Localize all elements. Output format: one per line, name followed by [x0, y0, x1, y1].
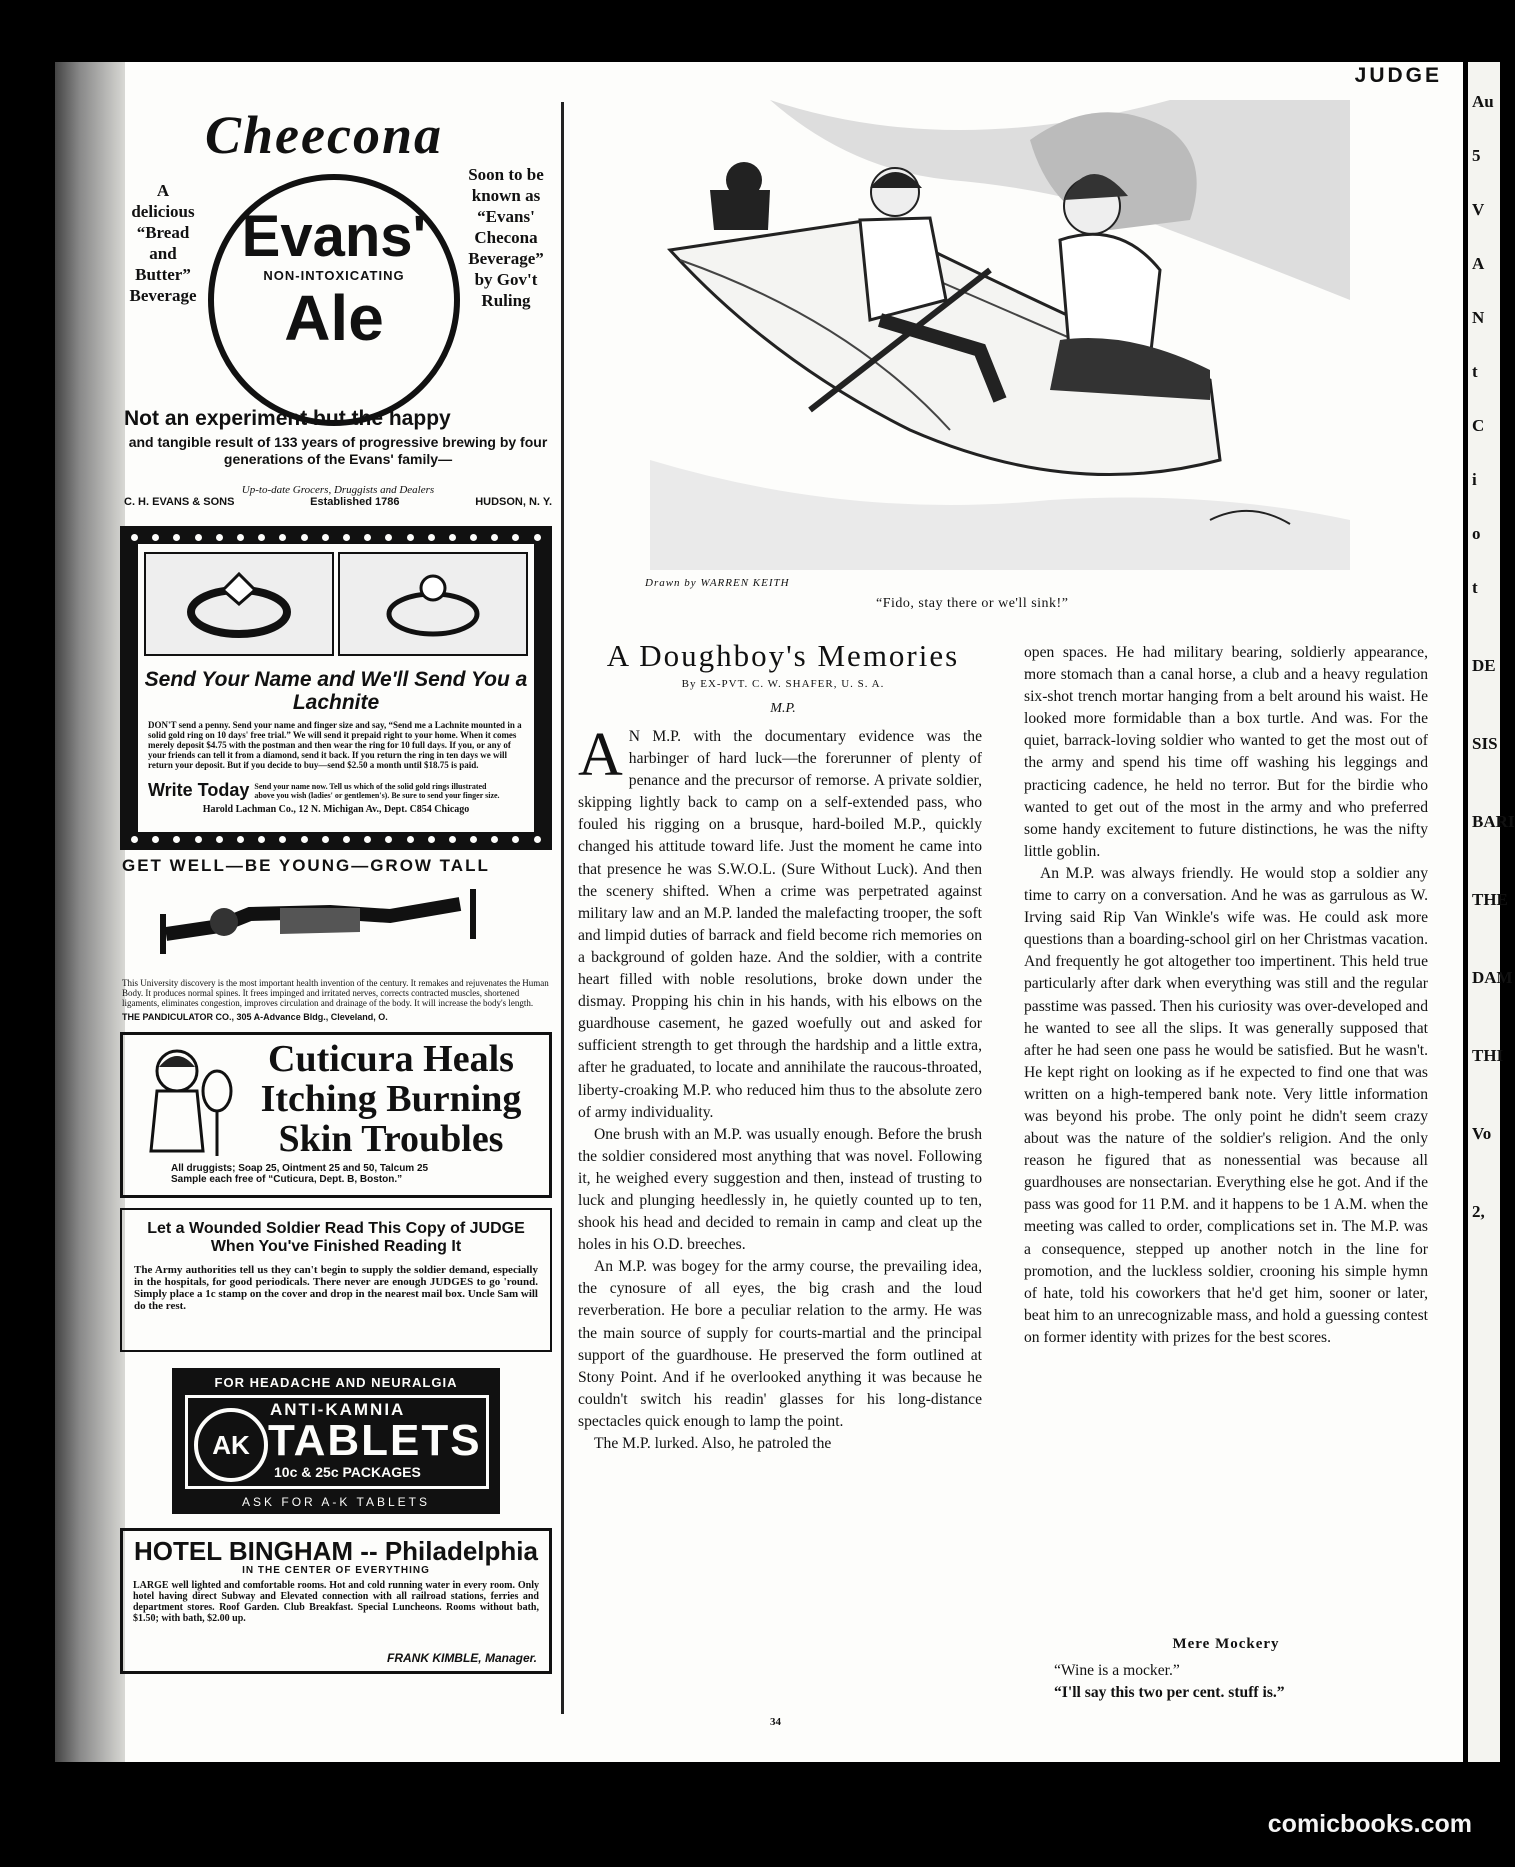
facing-page-fragment: i [1472, 470, 1477, 489]
facing-page-fragment: o [1472, 524, 1481, 543]
lachnite-ad [120, 526, 552, 850]
soldier-headline: Let a Wounded Soldier Read This Copy of JUDGE When You've Finished Reading It [147, 1220, 525, 1255]
lachnite-dot-border-top [124, 530, 548, 544]
article-paragraph: An M.P. was always friendly. He would stop a soldier any time to carry on a conversation. And he was as garrulous as W. Irving said Rip Van Winkle's wife was. He could ask more questions than a boarding-school girl on her Christmas vacation. And frequently he got altogether too impertinent. This held true particularly after dark when everything was still and the regular passtime was passed. Then his curiosity was over-developed and he wanted to see all the slips. It was generally supposed that after he had seen one pass he would be satisfied. But he wasn't. He kept right on looking as if he expected to find one that was written on a high-tempered bank note. Very little information was beyond his probe. The only point he didn't seem crazy about was the nature of the soldier's religion. And the only reason he figured that as nonessential was because all guardhouses are nonsectarian. Everything else he got. And if the pass was good for 11 P.M. and it happens to be 1 A.M. when the meeting was called to order, complications set in. The M.P. was a consequence, stepped up another notch in the line for promotion, and the luckless soldier, crooning his simple hymn of hate, told his coworkers that he'd get him, sooner or later, beat him to an unrecognizable mass, and hold a guessing contest on former identity with prizes for the best scores. [1024, 864, 1428, 1346]
facing-page-fragment: THI [1472, 1046, 1504, 1065]
page-number: 34 [770, 1716, 781, 1728]
ak-bottom-line: ASK FOR A-K TABLETS [242, 1495, 430, 1509]
column-rule [561, 102, 564, 1714]
article-paragraph: open spaces. He had military bearing, soldierly appearance, more stomach than a canal horse, a club and a heavy regulation six-shot trench mortar hanging from a belt around his waist. He looked more formidable than a box turtle. And was. For the quiet, barrack-loving soldier who wanted to get the most out of the army and spend his time off washing his leggings and practicing cadence, he held no terror. But for the birdie who wanted to get out of the most in the army and who preferred some handy excitement to future distinctions, he was the nifty little goblin. [1024, 644, 1428, 860]
article-paragraph: The M.P. lurked. Also, he patroled the [594, 1435, 832, 1452]
lachnite-inner-panel [138, 544, 534, 832]
facing-page-fragment: V [1472, 200, 1485, 219]
facing-page-fragment: BARI [1472, 812, 1515, 831]
cuticura-footer [171, 1163, 428, 1185]
facing-page-strip [1468, 62, 1515, 1762]
facing-page-fragment: 5 [1472, 146, 1481, 165]
cuticura-prices: All druggists; Soap 25, Ointment 25 and 50, Talcum 25 [171, 1163, 429, 1174]
evans-headline: Not an experiment but the happy [124, 407, 451, 430]
evans-dealers: Up-to-date Grocers, Druggists and Dealers [241, 484, 435, 496]
ak-top-line: FOR HEADACHE AND NEURALGIA [214, 1375, 458, 1390]
lachnite-title: Send Your Name and We'll Send You a Lachnite [144, 668, 528, 714]
wounded-soldier-notice [120, 1208, 552, 1352]
hotel-subtitle: IN THE CENTER OF EVERYTHING [242, 1565, 430, 1576]
evans-location: HUDSON, N. Y. [475, 496, 552, 508]
boat-illustration [650, 100, 1350, 570]
pandiculator-headline: GET WELL—BE YOUNG—GROW TALL [122, 856, 490, 875]
facing-page-fragment: Au [1472, 92, 1494, 111]
facing-page-fragment: Vo [1472, 1124, 1492, 1143]
illustration-caption: “Fido, stay there or we'll sink!” [876, 596, 1069, 611]
illustration-credit: Drawn by WARREN KEITH [645, 577, 790, 589]
advertisement-column [120, 104, 552, 1674]
facing-page-fragment: 2, [1472, 1202, 1485, 1221]
article-subhead: M.P. [770, 701, 796, 716]
facing-page-fragment: DE [1472, 656, 1496, 675]
lachnite-write-today [148, 780, 504, 801]
article-column-2 [1024, 642, 1428, 1349]
evans-name: Evans' [241, 204, 427, 269]
article-byline: By EX-PVT. C. W. SHAFER, U. S. A. [681, 678, 885, 690]
evans-footer [124, 496, 552, 508]
evans-ale-ad [120, 104, 552, 512]
ak-tablets: TABLETS [268, 1416, 482, 1465]
facing-page-fragment: DAM [1472, 968, 1513, 987]
site-watermark: comicbooks.com [1267, 1810, 1472, 1838]
pandiculator-address: THE PANDICULATOR CO., 305 A-Advance Bldg., Cleveland, O. [122, 1012, 388, 1022]
running-head: JUDGE [1354, 64, 1442, 87]
cheecona-script: Cheecona [205, 105, 443, 165]
pandiculator-body: This University discovery is the most important health invention of the century. It remakes and rejuvenates the Human Body. It produces normal spines. It frees impinged and irritated nerves, corrects contracted muscles, shortened ligaments, eliminates congestion, improves circulation and drainage of the body. It will increase the body's length. [122, 978, 549, 1008]
facing-page-fragment: C [1472, 416, 1485, 435]
ladies-ring-image [338, 552, 528, 656]
soldier-body: The Army authorities tell us they can't begin to supply the soldier demand, especially in the hospitals, for good periodicals. There never are enough JUDGES to go 'round. Simply place a 1c stamp on the cover and drop in the nearest mail box. Uncle Sam will do the rest. [134, 1264, 538, 1312]
article-column-1 [578, 721, 982, 1455]
facing-page-fragment: t [1472, 362, 1478, 381]
binding-gutter [55, 62, 125, 1762]
facing-page-fragment: A [1472, 254, 1485, 273]
ak-name: ANTI-KAMNIA [270, 1400, 406, 1419]
stretching-man-illustration [160, 884, 480, 964]
mere-mockery-body [1054, 1660, 1428, 1704]
cuticura-sample: Sample each free of “Cuticura, Dept. B, Boston.” [171, 1174, 403, 1185]
evans-ale-word: Ale [284, 282, 384, 354]
mens-ring-image [144, 552, 334, 656]
evans-subtitle: NON-INTOXICATING [263, 268, 405, 283]
facing-page-fragment: t [1472, 578, 1478, 597]
lachnite-dot-border-bottom [124, 832, 548, 846]
evans-left-text: A delicious “Bread and Butter” Beverage [129, 181, 197, 305]
cuticura-man-illustration [137, 1041, 237, 1161]
ak-box [172, 1368, 500, 1514]
evans-logo-circle [208, 174, 460, 426]
article-paragraph-text: N M.P. with the documentary evidence was the harbinger of hard luck—the forerunner of plenty of penance and the precursor of remorse. A private soldier, skipping lightly back to camp on a self-extended pass, who fouled his rigging on a brusque, hard-boiled M.P., quickly changed his attitude toward life. Just the moment he came into that presence he was S.W.O.L. (Sure Without Luck). And then the scenery shifted. When a crime was perpetrated against military law and an M.P. landed the malefacting trooper, the soft and limpid duties of barrack and field become rich memories on a background of golden haze. And the soldier, with a contrite heart filled with noble resolutions, broke down under the dismay. Propping his chin in his hands, with his elbows on the guardhouse casement, he gazed woefully out and asked for sufficient strength to get through the hardship and a little extra, after he graduated, to locate and annihilate the raucous-throated, liberty-croaking M.P. who reduced him thus to the absolute zero of army individuality. [578, 728, 982, 1121]
drop-cap: A [578, 721, 623, 789]
mere-mockery-title: Mere Mockery [1172, 1636, 1280, 1652]
facing-page-fragment: N [1472, 308, 1485, 327]
anti-kamnia-ad [120, 1364, 552, 1514]
article-paragraph: One brush with an M.P. was usually enough. Before the brush the soldier considered most anything that was novel. Following it, he weighed every suggestion and then, instead of trusting to luck and plunging heedlessly in, he quietly counted up to ten, shook his head and decided to remain in camp and cleat up the holes in his O.D. breeches. [578, 1125, 982, 1254]
pandiculator-ad [120, 856, 552, 1026]
article-paragraph: An M.P. was bogey for the army course, the prevailing idea, the cynosure of all eyes, the big crash and the loud reverberation. He bore a peculiar relation to the army. He was the main source of supply for courts-martial and the principal support of the guardhouse. He preserved the form outlined at Stony Point. And if he overlooked anything it was because he couldn't switch his readin' glasses for his long-distance spectacles quick enough to lamp the point. [578, 1258, 982, 1430]
lachnite-body: DON'T send a penny. Send your name and finger size and say, “Send me a Lachnite mounted in a solid gold ring on 10 days' free trial.” We will send it prepaid right to your home. When it comes merely deposit $4.75 with the postman and then wear the ring for 10 full days. If you, or any of your friends can tell it from a diamond, send it back. If you return the ring in ten days we will return your deposit. But if you decide to buy—send $2.50 a month until $18.75 is paid. [148, 720, 522, 770]
hotel-manager: FRANK KIMBLE, Manager. [386, 1651, 537, 1665]
write-today-label: Write Today [148, 780, 250, 800]
article-paragraph [578, 721, 982, 1124]
evans-established: Established 1786 [310, 496, 400, 508]
ak-inner-frame [185, 1395, 489, 1489]
write-today-small: Send your name now. Tell us which of the solid gold rings illustrated above you wish (ladies' or gentlemen's). Be sure to send your finger size. [254, 782, 500, 801]
mere-mockery-line-2: “I'll say this two per cent. stuff is.” [1054, 1684, 1285, 1701]
evans-company: C. H. EVANS & SONS [124, 496, 235, 508]
cuticura-headline: Cuticura Heals Itching Burning Skin Troubles [260, 1038, 522, 1160]
article-title: A Doughboy's Memories [606, 638, 960, 673]
mere-mockery-line-1: “Wine is a mocker.” [1054, 1662, 1180, 1679]
hotel-headline: HOTEL BINGHAM -- Philadelphia [134, 1536, 538, 1566]
hotel-bingham-ad [120, 1528, 552, 1674]
cuticura-ad [120, 1032, 552, 1198]
ak-price: 10c & 25c PACKAGES [274, 1464, 421, 1480]
evans-right-text: Soon to be known as “Evans' Checona Beverage” by Gov't Ruling [468, 165, 544, 310]
facing-page-fragment: SIS [1472, 734, 1498, 753]
facing-page-fragment: THE [1472, 890, 1508, 909]
lachnite-address: Harold Lachman Co., 12 N. Michigan Av., Dept. C854 Chicago [202, 804, 470, 815]
evans-body: and tangible result of 133 years of progressive brewing by four generations of the Evans' family— [128, 434, 548, 467]
hotel-body: LARGE well lighted and comfortable rooms. Hot and cold running water in every room. Only hotel having direct Subway and Elevated connection with all railroad stations, ferries and department stores. Roof Garden. Club Breakfast. Special Luncheons. Rooms without bath, $1.50; with bath, $2.00 up. [133, 1580, 539, 1624]
ak-logo-icon: AK [194, 1408, 268, 1482]
